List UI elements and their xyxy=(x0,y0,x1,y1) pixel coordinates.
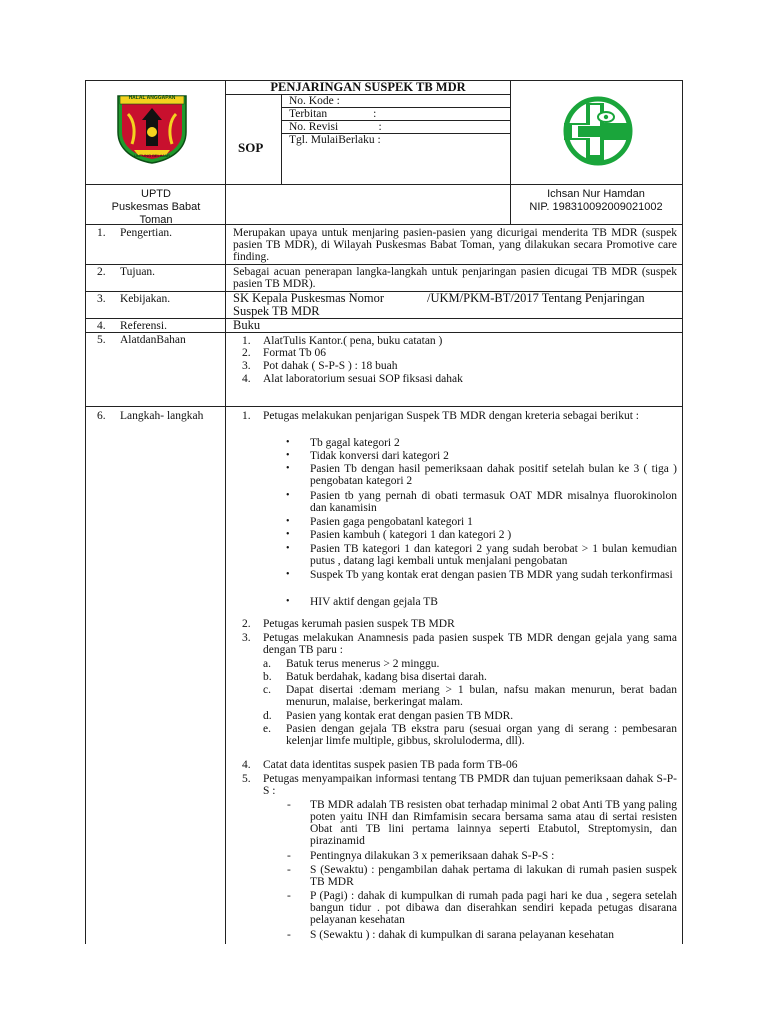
symptom-item: Pasien yang kontak erat dengan pasien TB MDR. xyxy=(286,710,514,722)
tools-list-item: Pot dahak ( S-P-S ) : 18 buah xyxy=(263,360,398,372)
step-1-text: Petugas melakukan penjarigan Suspek TB MDR dengan kreteria sebagai berikut : xyxy=(263,410,639,422)
tools-list-number: 4. xyxy=(242,373,251,385)
row-2-number: 2. xyxy=(97,266,106,278)
tools-list-item: Alat laboratorium sesuai SOP fiksasi dahak xyxy=(263,373,463,385)
row-1-text: Merupakan upaya untuk menjaring pasien-pasien yang dicurigai menderita TB MDR (suspek pasien TB MDR), di Wilayah Puskesmas Babat Toman, yang dilakukan secara Promotive care finding. xyxy=(233,227,677,263)
table-right-border xyxy=(682,80,683,944)
info-item: S (Sewaktu ) : dahak di kumpulkan di sarana pelayanan kesehatan xyxy=(310,929,615,941)
tools-list-number: 2. xyxy=(242,347,251,359)
info-dash: - xyxy=(287,850,291,862)
row-6-number: 6. xyxy=(97,410,106,422)
row-divider-4 xyxy=(85,318,683,319)
bullet-item: Pasien kambuh ( kategori 1 dan kategori 2 ) xyxy=(310,529,512,541)
bullet-dot: • xyxy=(286,543,290,554)
row-3-text-b: /UKM/PKM-BT/2017 Tentang Penjaringan xyxy=(427,291,645,305)
info-dash: - xyxy=(287,890,291,902)
bullet-dot: • xyxy=(286,450,290,461)
row-2-text: Sebagai acuan penerapan langka-langkah untuk penjaringan pasien dicugai TB MDR (suspek pasien TB MDR). xyxy=(233,266,677,290)
step-5-text: Petugas menyampaikan informasi tentang TB PMDR dan tujuan pemeriksaan dahak S-P-S : xyxy=(263,773,677,797)
row-3-text-a: SK Kepala Puskesmas Nomor xyxy=(233,291,385,305)
no-kode-field: No. Kode : xyxy=(289,95,340,107)
bullet-dot: • xyxy=(286,596,290,607)
row-2-label: Tujuan. xyxy=(120,266,156,278)
step-4-number: 4. xyxy=(242,759,251,771)
step-3-number: 3. xyxy=(242,632,251,644)
signer-nip: NIP. 198310092009021002 xyxy=(529,201,663,213)
info-dash: - xyxy=(287,864,291,876)
bullet-item: Tb gagal kategori 2 xyxy=(310,437,400,449)
info-dash: - xyxy=(287,929,291,941)
bullet-item: Pasien Tb dengan hasil pemeriksaan dahak positif setelah bulan ke 3 ( tiga ) pengobatan kategori 2 xyxy=(310,463,677,487)
row-3-label: Kebijakan. xyxy=(120,293,171,305)
row-6-label: Langkah- langkah xyxy=(120,410,204,422)
step-2-text: Petugas kerumah pasien suspek TB MDR xyxy=(263,618,455,630)
bullet-item: Suspek Tb yang kontak erat dengan pasien TB MDR yang sudah terkonfirmasi xyxy=(310,569,673,581)
bullet-item: Pasien gaga pengobatanl kategori 1 xyxy=(310,516,473,528)
info-item: P (Pagi) : dahak di kumpulkan di rumah pada pagi hari ke dua , segera setelah bangun tidur . pot dibawa dan diserahkan sendiri kepada petugas disarana pelayanan kesehatan xyxy=(310,890,677,926)
symptom-item: Dapat disertai :demam meriang > 1 bulan, nafsu makan menurun, berat badan menurun, malaise, berkeringat malam. xyxy=(286,684,677,708)
step-4-text: Catat data identitas suspek pasien TB pada form TB-06 xyxy=(263,759,518,771)
symptom-item: Batuk berdahak, kadang bisa disertai darah. xyxy=(286,671,487,683)
symptom-key: b. xyxy=(263,671,272,683)
org-line-2: Puskesmas Babat xyxy=(111,201,201,213)
bullet-dot: • xyxy=(286,463,290,474)
row-divider-5 xyxy=(85,332,683,333)
step-5-number: 5. xyxy=(242,773,251,785)
row-3-text-2: Suspek TB MDR xyxy=(233,304,320,318)
table-left-border xyxy=(85,80,86,944)
row-5-number: 5. xyxy=(97,334,106,346)
info-item: TB MDR adalah TB resisten obat terhadap minimal 2 obat Anti TB yang paling poten yaitu INH dan Rimfamisin secara bersama sama atau di sertai resisten Obat anti TB lini pertama lainnya seperti Etabutol, Streptomysin, dan pirazinamid xyxy=(310,799,677,847)
symptom-key: d. xyxy=(263,710,272,722)
row-3-number: 3. xyxy=(97,293,106,305)
tools-list-number: 1. xyxy=(242,335,251,347)
symptom-key: e. xyxy=(263,723,271,735)
row-divider-6 xyxy=(85,406,683,407)
tgl-berlaku-field: Tgl. MulaiBerlaku : xyxy=(289,134,381,146)
step-3-text: Petugas melakukan Anamnesis pada pasien suspek TB MDR dengan gejala yang sama dengan TB paru : xyxy=(263,632,677,656)
row-1-label: Pengertian. xyxy=(120,227,173,239)
symptom-key: c. xyxy=(263,684,271,696)
bullet-item: HIV aktif dengan gejala TB xyxy=(310,596,438,608)
bullet-item: Tidak konversi dari kategori 2 xyxy=(310,450,449,462)
signer-name: Ichsan Nur Hamdan xyxy=(547,188,645,200)
row-4-text: Buku xyxy=(233,318,261,332)
info-item: Pentingnya dilakukan 3 x pemeriksaan dahak S-P-S : xyxy=(310,850,555,862)
step-2-number: 2. xyxy=(242,618,251,630)
header-divider xyxy=(85,184,683,185)
logo-banner-text: HALAL ANGGAPAN xyxy=(128,95,176,101)
bullet-dot: • xyxy=(286,569,290,580)
org-line-1: UPTD xyxy=(141,188,171,200)
bullet-item: Pasien tb yang pernah di obati termasuk OAT MDR misalnya fluorokinolon dan kanamisin xyxy=(310,490,677,514)
row-4-label: Referensi. xyxy=(120,320,167,332)
bullet-item: Pasien TB kategori 1 dan kategori 2 yang sudah berobat > 1 bulan kemudian putus , datang lagi kembali untuk menjalani pengobatan xyxy=(310,543,677,567)
info-dash: - xyxy=(287,799,291,811)
bullet-dot: • xyxy=(286,490,290,501)
page-title: PENJARINGAN SUSPEK TB MDR xyxy=(270,80,466,94)
tools-list-item: Format Tb 06 xyxy=(263,347,327,359)
info-item: S (Sewaktu) : pengambilan dahak pertama di lakukan di rumah pasien suspek TB MDR xyxy=(310,864,677,888)
row-4-number: 4. xyxy=(97,320,106,332)
tools-list-item: AlatTulis Kantor.( pena, buku catatan ) xyxy=(263,335,443,347)
row-5-label: AlatdanBahan xyxy=(120,334,186,346)
bullet-dot: • xyxy=(286,516,290,527)
terbitan-field: Terbitan : xyxy=(289,108,377,120)
sop-label: SOP xyxy=(238,140,264,155)
no-revisi-field: No. Revisi : xyxy=(289,121,382,133)
label-column-divider xyxy=(225,80,226,944)
symptom-key: a. xyxy=(263,658,271,670)
health-ministry-logo xyxy=(552,95,644,167)
row-divider-2 xyxy=(85,264,683,265)
symptom-item: Batuk terus menerus > 2 minggu. xyxy=(286,658,440,670)
step-1-number: 1. xyxy=(242,410,251,422)
logo-motto-text: UNTUNG BELAJAR xyxy=(133,153,170,158)
symptom-item: Pasien dengan gejala TB ekstra paru (sesuai organ yang di serang : pembesaran kelenjar limfe multiple, gibbus, skroluloderma, dll). xyxy=(286,723,677,747)
org-line-3: Toman xyxy=(139,214,173,226)
title-underline xyxy=(225,94,511,95)
bullet-dot: • xyxy=(286,437,290,448)
row-1-number: 1. xyxy=(97,227,106,239)
bullet-dot: • xyxy=(286,529,290,540)
tools-list-number: 3. xyxy=(242,360,251,372)
